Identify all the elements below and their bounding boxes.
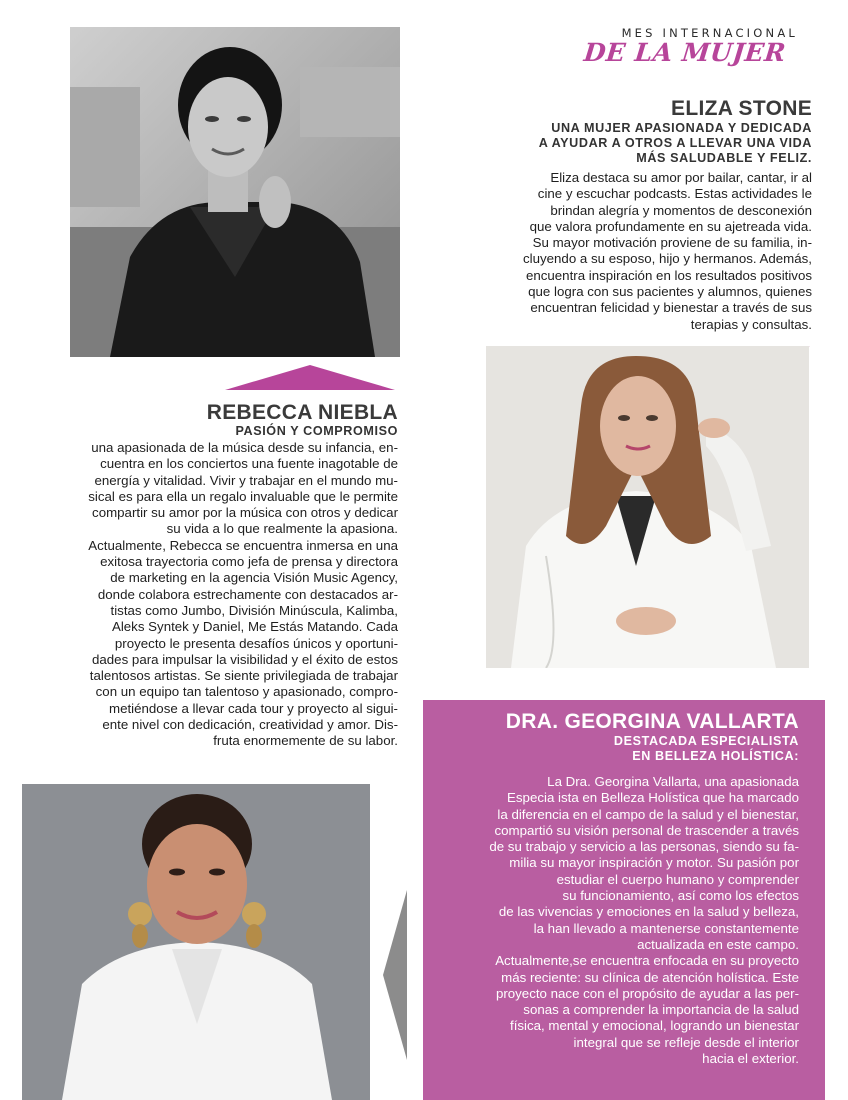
rebecca-body bbox=[28, 440, 398, 750]
header-title: DE LA MUJER bbox=[582, 38, 788, 67]
rebecca-body-line: de marketing en la agencia Visión Music Agency, bbox=[110, 570, 398, 586]
eliza-body bbox=[472, 170, 812, 333]
rebecca-body-line: metiéndose a llevar cada tour y proyecto al sigui- bbox=[109, 700, 398, 716]
rebecca-body-line: Aleks Syntek y Daniel, Me Estás Matando. Cada bbox=[111, 619, 398, 635]
rebecca-body-line: fruta enormemente de su labor. bbox=[213, 733, 398, 749]
georgina-body-line: milia su mayor inspiración y motor. Su pasión por bbox=[509, 855, 799, 871]
rebecca-name: REBECCA NIEBLA bbox=[206, 401, 398, 424]
eliza-body-line: brindan alegría y momentos de desconexión bbox=[550, 202, 812, 218]
eliza-body-line: encuentran felicidad y bienestar a través de sus bbox=[530, 300, 812, 316]
georgina-body-line: proyecto nace con el propósito de ayudar a las per- bbox=[495, 985, 799, 1001]
rebecca-body-line: sical es para ella un regalo invaluable que le permite bbox=[88, 488, 398, 504]
rebecca-body-line: Actualmente, Rebecca se encuentra inmersa en una bbox=[88, 537, 398, 553]
georgina-body-line: de las vivencias y emociones en la salud y belleza, bbox=[498, 904, 799, 920]
georgina-body-line: compartió su visión personal de trascender a través bbox=[494, 822, 799, 838]
georgina-body-line: más reciente: su clínica de atención holística. Este bbox=[501, 969, 799, 985]
georgina-photo bbox=[22, 784, 370, 1100]
georgina-body-line: La Dra. Georgina Vallarta, una apasionada bbox=[547, 774, 799, 789]
rebecca-body-line: tistas como Jumbo, División Minúscula, Kalimba, bbox=[110, 602, 398, 618]
left-arrow-decoration bbox=[383, 890, 407, 1060]
rebecca-subtitle: PASIÓN Y COMPROMISO bbox=[235, 424, 398, 438]
georgina-subtitle bbox=[539, 734, 799, 764]
georgina-panel bbox=[423, 700, 825, 1100]
eliza-name: ELIZA STONE bbox=[671, 97, 812, 120]
eliza-subtitle-line: UNA MUJER APASIONADA Y DEDICADA bbox=[551, 121, 812, 135]
header-kicker: MES INTERNACIONAL bbox=[621, 26, 798, 40]
rebecca-body-line: talentosos artistas. Se siente privilegiada de trabajar bbox=[89, 668, 398, 684]
georgina-body-line: integral que se refleje desde el interior bbox=[573, 1034, 799, 1050]
eliza-body-line: cine y escuchar podcasts. Estas actividades le bbox=[537, 186, 812, 202]
rebecca-body-line: ente nivel con dedicación, creatividad y amor. Dis- bbox=[102, 717, 398, 733]
rebecca-body-line: compartir su amor por la música con otros y dedicar bbox=[92, 505, 398, 521]
georgina-body-line: actualizada en este campo. bbox=[637, 936, 799, 952]
georgina-body-line: su funcionamiento, así como los efectos bbox=[562, 888, 799, 904]
georgina-subtitle-line: DESTACADA ESPECIALISTA bbox=[613, 734, 799, 748]
eliza-body-line: que logra con sus pacientes y alumnos, quienes bbox=[528, 284, 812, 300]
eliza-body-line: Eliza destaca su amor por bailar, cantar, ir al bbox=[550, 170, 812, 185]
georgina-body-line: la han llevado a mantenerse constantemente bbox=[533, 920, 799, 936]
georgina-body-line: Especia ista en Belleza Holística que ha marcado bbox=[507, 790, 799, 806]
georgina-subtitle-line: EN BELLEZA HOLÍSTICA: bbox=[632, 749, 799, 763]
georgina-body-line: física, mental y emocional, logrando un bienestar bbox=[510, 1018, 799, 1034]
georgina-body-line: la diferencia en el campo de la salud y el bienestar, bbox=[497, 806, 799, 822]
georgina-body-line: hacia el exterior. bbox=[702, 1051, 799, 1067]
eliza-subtitle bbox=[492, 121, 812, 166]
eliza-body-line: que valora profundamente en su ajetreada vida. bbox=[529, 218, 812, 234]
rebecca-body-line: con un equipo tan talentoso y apasionado, compro- bbox=[95, 684, 398, 700]
eliza-subtitle-line: MÁS SALUDABLE Y FELIZ. bbox=[636, 151, 812, 165]
rebecca-body-line: su vida a lo que realmente la apasiona. bbox=[166, 521, 398, 537]
georgina-body bbox=[429, 774, 799, 1067]
rebecca-body-line: donde colabora estrechamente con destacados ar- bbox=[97, 586, 398, 602]
rebecca-body-line: cuentra en los conciertos una fuente inagotable de bbox=[100, 456, 398, 472]
eliza-photo bbox=[70, 27, 400, 357]
eliza-body-line: terapias y consultas. bbox=[690, 316, 812, 332]
rebecca-body-line: exitosa trayectoria como jefa de prensa y directora bbox=[100, 554, 398, 570]
rebecca-body-line: proyecto le presenta desafíos únicos y oportuni- bbox=[114, 635, 398, 651]
eliza-body-line: encuentra inspiración en los resultados positivos bbox=[525, 267, 812, 283]
up-arrow-decoration bbox=[225, 365, 395, 390]
georgina-body-line: estudiar el cuerpo humano y comprender bbox=[556, 871, 799, 887]
rebecca-body-line: una apasionada de la música desde su infancia, en- bbox=[91, 440, 398, 455]
rebecca-body-line: energía y vitalidad. Vivir y trabajar en el mundo mu- bbox=[94, 472, 398, 488]
eliza-body-line: Su mayor motivación proviene de su familia, in- bbox=[532, 235, 812, 251]
georgina-name: DRA. GEORGINA VALLARTA bbox=[505, 710, 799, 733]
rebecca-photo bbox=[486, 346, 809, 668]
rebecca-body-line: dades para impulsar la visibilidad y el éxito de estos bbox=[92, 651, 398, 667]
georgina-body-line: de su trabajo y servicio a las personas, siendo su fa- bbox=[489, 839, 799, 855]
georgina-body-line: Actualmente,se encuentra enfocada en su proyecto bbox=[495, 953, 799, 969]
georgina-body-line: sonas a comprender la importancia de la salud bbox=[523, 1002, 799, 1018]
eliza-body-line: cluyendo a su esposo, hijo y hermanos. Además, bbox=[522, 251, 812, 267]
eliza-subtitle-line: A AYUDAR A OTROS A LLEVAR UNA VIDA bbox=[538, 136, 812, 150]
